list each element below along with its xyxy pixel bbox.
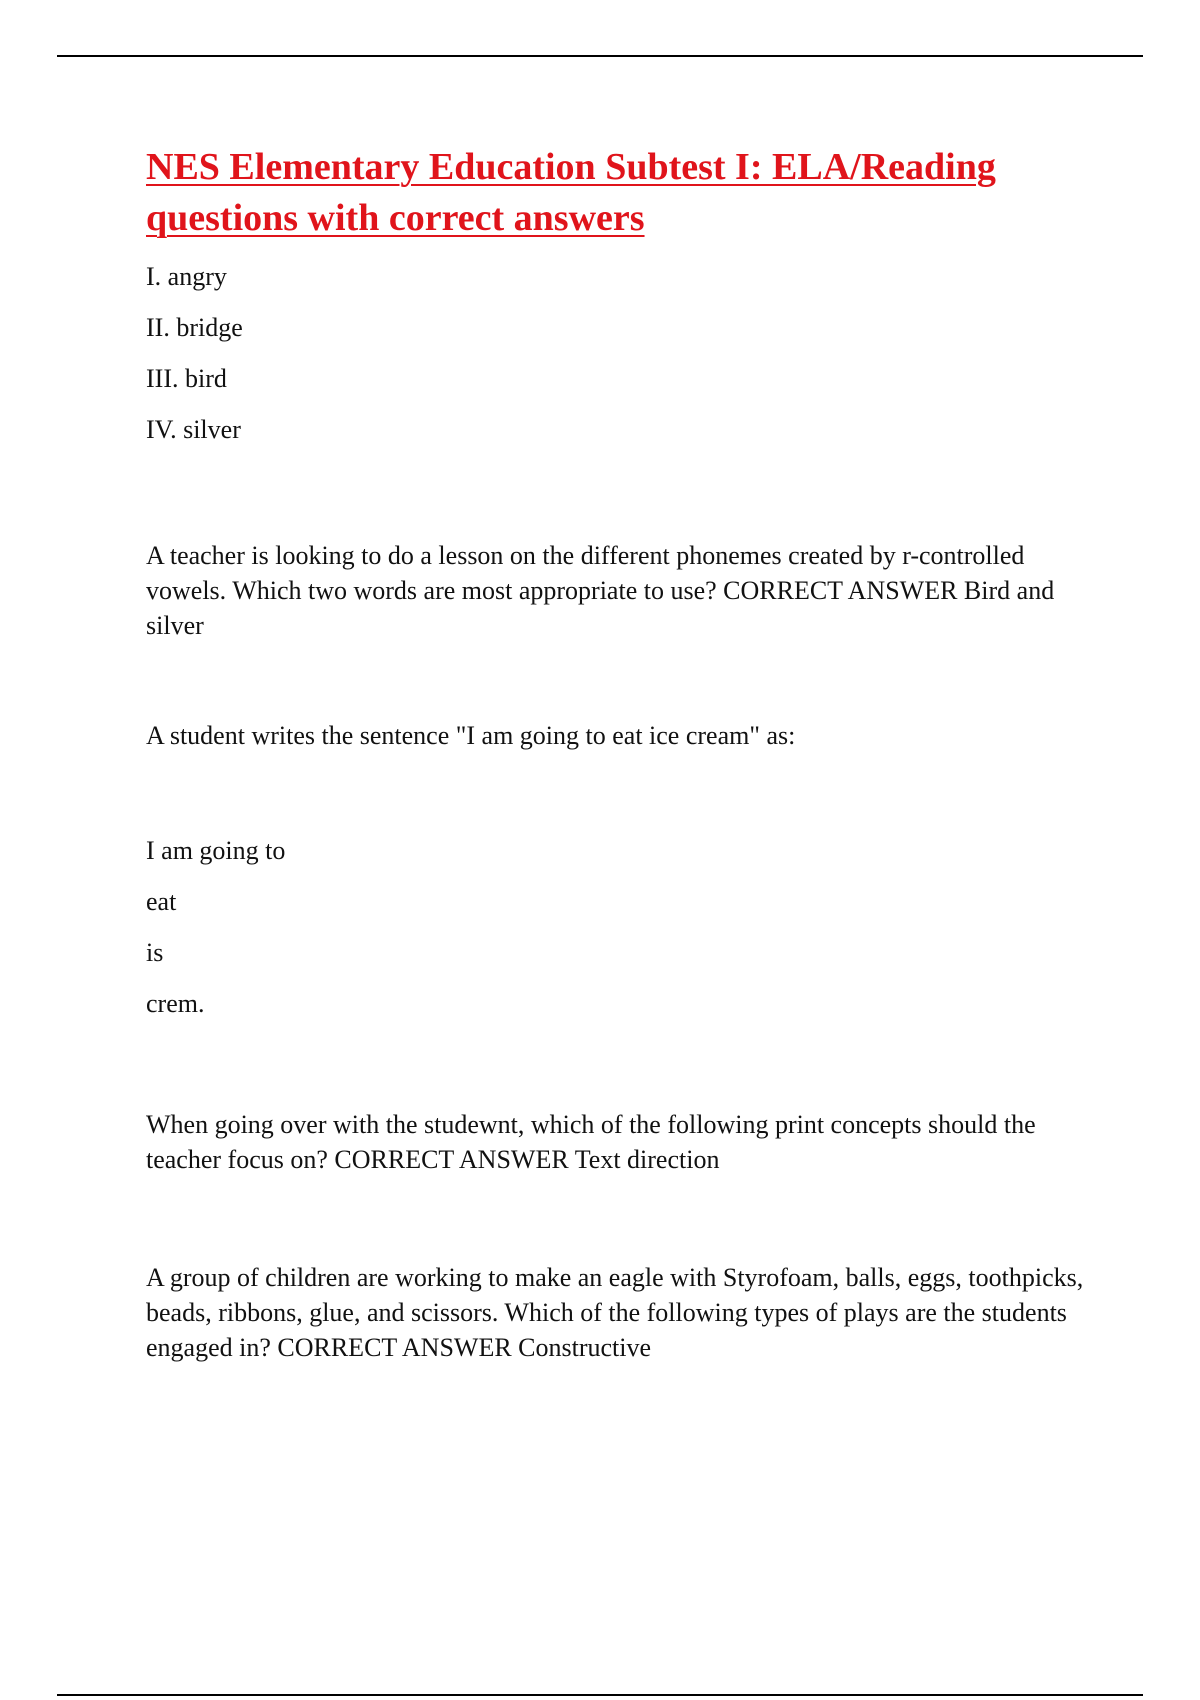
question-r-controlled-vowels: A teacher is looking to do a lesson on the different phonemes created by r-controlled vowels. Which two words are most appropriate to use? CORRECT ANSWER Bird and silver (146, 541, 1055, 640)
question-student-sentence: A student writes the sentence "I am going to eat ice cream" as: (146, 721, 796, 750)
student-writing-line: I am going to (146, 836, 286, 865)
question-types-of-play: A group of children are working to make an eagle with Styrofoam, balls, eggs, toothpicks, beads, ribbons, glue, and scissors. Which of the following types of plays are the students engaged in? CORRECT ANSWER Constructive (146, 1263, 1084, 1362)
student-writing-sample (146, 836, 1086, 1019)
word-list-item: II. bridge (146, 313, 243, 342)
question-print-concepts: When going over with the studewnt, which of the following print concepts should the teacher focus on? CORRECT ANSWER Text direction (146, 1110, 1036, 1174)
footer-rule (57, 1694, 1143, 1696)
word-list-item: I. angry (146, 262, 227, 291)
word-list (146, 262, 1086, 445)
header-rule (57, 55, 1143, 57)
document-body (146, 142, 1086, 1365)
student-writing-line: is (146, 938, 164, 967)
document-title: NES Elementary Education Subtest I: ELA/Reading questions with correct answers (146, 146, 996, 239)
word-list-item: III. bird (146, 364, 227, 393)
student-writing-line: crem. (146, 989, 205, 1018)
word-list-item: IV. silver (146, 415, 241, 444)
student-writing-line: eat (146, 887, 177, 916)
